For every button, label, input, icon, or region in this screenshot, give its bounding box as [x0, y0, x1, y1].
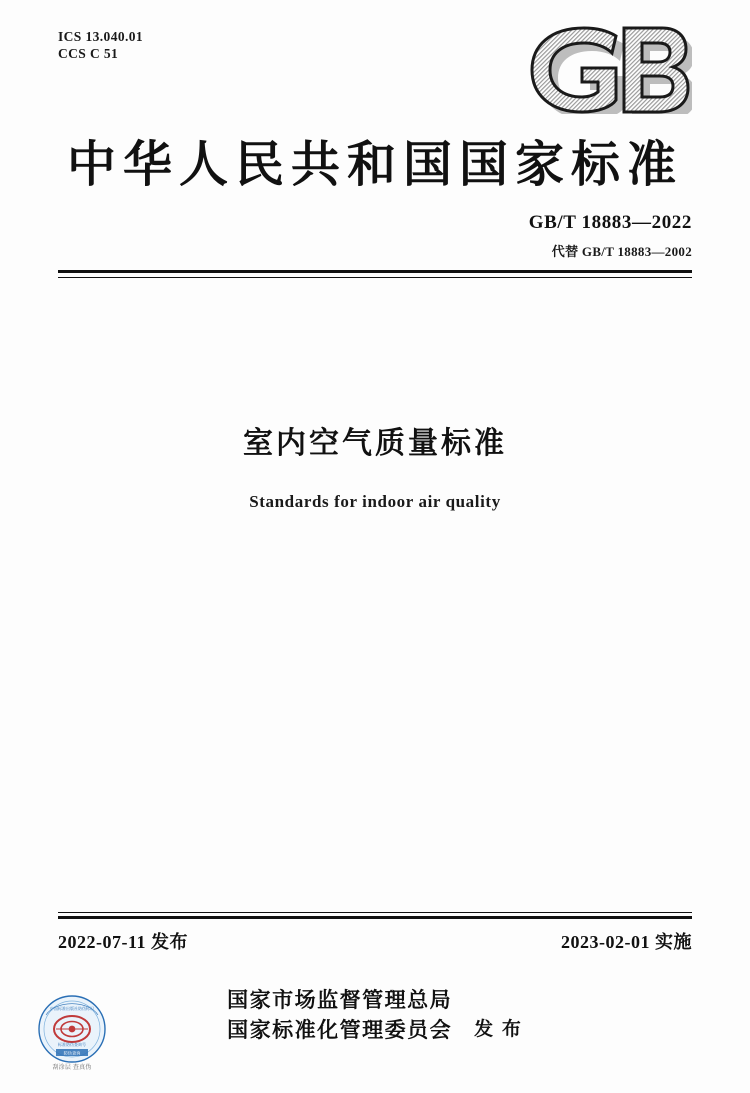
standard-number-block: [529, 212, 692, 260]
issuer-block: [0, 985, 750, 1045]
standard-number: GB/T 18883—2022: [528, 212, 692, 233]
document-title-chinese: 室内空气质量标准: [243, 427, 507, 460]
issuer-publish-label: 发 布: [474, 1019, 523, 1040]
issue-date: 2022-07-11 发布: [58, 932, 188, 952]
page-title: 中华人民共和国国家标准: [66, 137, 683, 192]
divider-bottom-thick: [58, 916, 692, 919]
ics-ccs-block: [58, 28, 143, 62]
gb-emblem-icon: [524, 26, 692, 114]
issuer-line-2: 国家标准化管理委员会: [227, 1018, 453, 1042]
svg-text:标准防伪查询号: 标准防伪查询号: [58, 1042, 86, 1047]
document-title-english: Standards for indoor air quality: [249, 492, 501, 511]
issuer-names: [227, 985, 452, 1045]
svg-text:中国标准出版社防伪标识: 中国标准出版社防伪标识: [50, 1006, 94, 1011]
issuer-line-1: 国家市场监督管理总局: [227, 988, 453, 1012]
seal-caption: 刮涂层 查真伪: [52, 1065, 92, 1071]
divider-top-thick: [58, 270, 692, 273]
divider-top-thin: [58, 277, 692, 278]
svg-text:防伪查询: 防伪查询: [63, 1050, 81, 1056]
effective-date: 2023-02-01 实施: [561, 932, 692, 952]
ics-code: ICS 13.040.01: [58, 29, 144, 44]
standard-replaces: 代替 GB/T 18883—2002: [551, 244, 692, 259]
ccs-code: CCS C 51: [58, 46, 119, 61]
anti-counterfeit-seal-icon: [36, 993, 108, 1073]
divider-bottom-thin: [58, 912, 692, 913]
